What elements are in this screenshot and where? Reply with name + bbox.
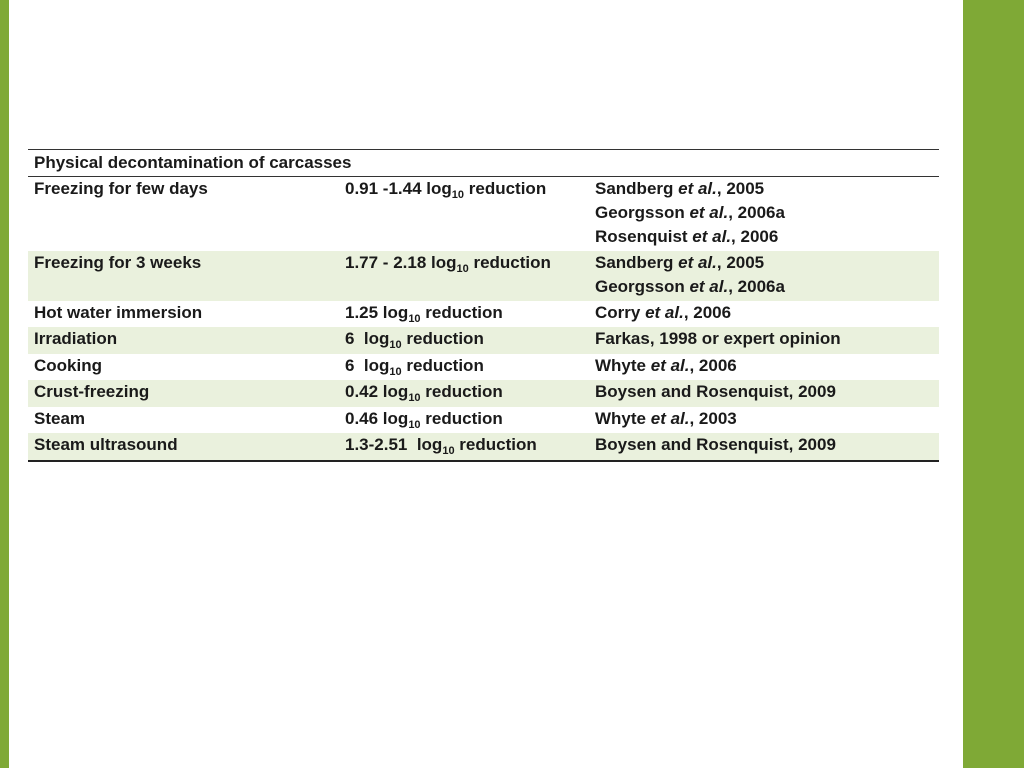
reference-et-al: et al. [650, 409, 690, 428]
table-row [28, 380, 939, 407]
reference-et-al: et al. [650, 356, 690, 375]
reference-line [595, 407, 737, 431]
reference-cell [595, 251, 785, 299]
reference-cell [595, 380, 836, 404]
reference-line [595, 301, 731, 325]
method-cell: Freezing for few days [34, 179, 208, 198]
right-accent-bar [963, 0, 1024, 768]
table-row [28, 301, 939, 327]
reference-year: , 2003 [689, 409, 737, 428]
decontamination-table [28, 149, 939, 462]
table-row [28, 177, 939, 251]
effect-value: 0.46 log [345, 409, 409, 428]
method-cell: Hot water immersion [34, 303, 203, 322]
reference-year: , 2006 [683, 303, 732, 322]
reference-line [595, 201, 785, 225]
effect-value: 0.91 -1.44 log [345, 179, 452, 198]
method-cell: Steam [34, 409, 86, 428]
reference-line [595, 251, 785, 275]
effect-cell [345, 433, 537, 457]
reference-et-al: et al. [689, 203, 729, 222]
reference-line [595, 354, 737, 378]
reference-cell [595, 177, 785, 249]
effect-unit: reduction [420, 409, 503, 428]
reference-year: , 2005 [716, 179, 765, 198]
reference-author: Farkas, 1998 or expert opinion [595, 329, 841, 348]
reference-line [595, 433, 836, 457]
reference-cell [595, 407, 737, 431]
log-base-subscript: 10 [389, 366, 402, 378]
table-header: Physical decontamination of carcasses [28, 150, 939, 177]
effect-value: 6 log [345, 329, 390, 348]
log-base-subscript: 10 [456, 263, 469, 275]
reference-et-al: et al. [692, 227, 732, 246]
log-base-subscript: 10 [389, 339, 402, 351]
method-cell: Crust-freezing [34, 382, 150, 401]
table-row [28, 251, 939, 301]
reference-line [595, 327, 841, 351]
reference-author: Sandberg [595, 179, 679, 198]
reference-year: , 2006a [728, 203, 785, 222]
reference-line [595, 380, 836, 404]
reference-et-al: et al. [645, 303, 684, 322]
table-row [28, 407, 939, 433]
reference-et-al: et al. [689, 277, 729, 296]
reference-author: Georgsson [595, 203, 690, 222]
table-row [28, 354, 939, 380]
log-base-subscript: 10 [408, 313, 421, 325]
reference-author: Whyte [595, 356, 651, 375]
reference-year: , 2006a [728, 277, 785, 296]
effect-unit: reduction [401, 329, 484, 348]
reference-cell [595, 433, 836, 457]
method-cell: Cooking [34, 356, 102, 375]
effect-cell [345, 251, 551, 275]
effect-unit: reduction [420, 382, 503, 401]
reference-cell [595, 301, 731, 325]
effect-cell [345, 301, 503, 325]
reference-author: Corry [595, 303, 646, 322]
reference-author: Boysen and Rosenquist, 2009 [595, 382, 836, 401]
reference-line [595, 225, 785, 249]
method-cell: Steam ultrasound [34, 435, 178, 454]
effect-cell [345, 407, 503, 431]
effect-value: 1.77 - 2.18 log [345, 253, 457, 272]
log-base-subscript: 10 [451, 189, 465, 201]
table-body [28, 177, 939, 460]
effect-cell [345, 177, 546, 201]
reference-line [595, 275, 785, 299]
reference-author: Whyte [595, 409, 651, 428]
method-cell: Freezing for 3 weeks [34, 253, 202, 272]
method-cell: Irradiation [34, 329, 118, 348]
effect-unit: reduction [468, 253, 551, 272]
table-row [28, 327, 939, 354]
reference-et-al: et al. [678, 253, 717, 272]
reference-cell [595, 327, 841, 351]
effect-value: 0.42 log [345, 382, 409, 401]
effect-cell [345, 327, 484, 351]
reference-author: Sandberg [595, 253, 679, 272]
effect-value: 1.25 log [345, 303, 409, 322]
reference-year: , 2006 [689, 356, 737, 375]
table-row [28, 433, 939, 460]
effect-unit: reduction [420, 303, 503, 322]
effect-value: 6 log [345, 356, 390, 375]
effect-cell [345, 354, 484, 378]
effect-unit: reduction [401, 356, 484, 375]
log-base-subscript: 10 [408, 419, 421, 431]
log-base-subscript: 10 [442, 445, 455, 457]
reference-et-al: et al. [678, 179, 717, 198]
reference-author: Rosenquist [595, 227, 693, 246]
effect-cell [345, 380, 503, 404]
left-accent-bar [0, 0, 9, 768]
reference-author: Georgsson [595, 277, 690, 296]
effect-value: 1.3-2.51 log [345, 435, 443, 454]
effect-unit: reduction [454, 435, 537, 454]
reference-cell [595, 354, 737, 378]
reference-year: , 2005 [716, 253, 765, 272]
reference-line [595, 177, 785, 201]
log-base-subscript: 10 [408, 392, 421, 404]
reference-year: , 2006 [731, 227, 779, 246]
effect-unit: reduction [464, 179, 547, 198]
reference-author: Boysen and Rosenquist, 2009 [595, 435, 836, 454]
